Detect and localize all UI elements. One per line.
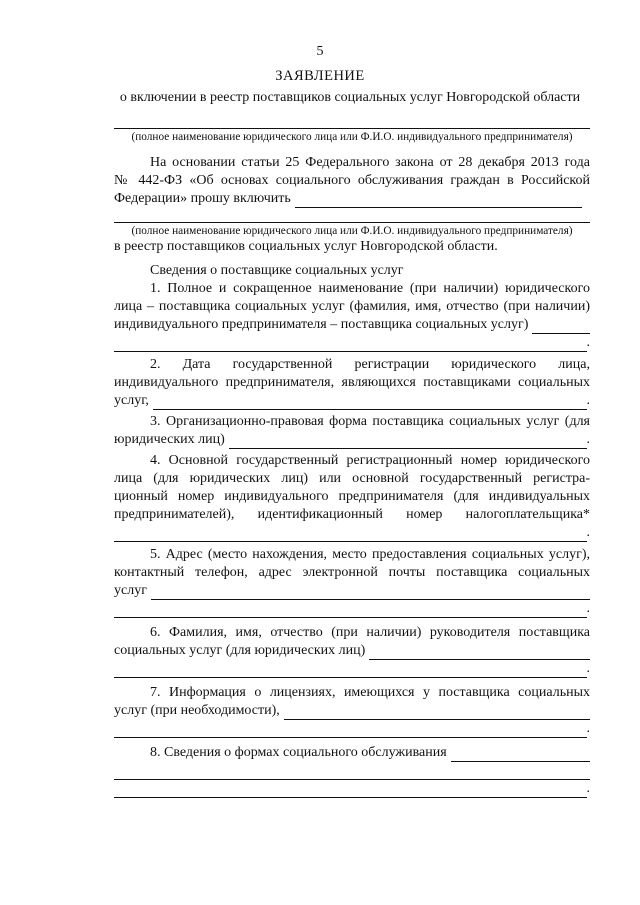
- include-name-field-2[interactable]: [114, 214, 590, 223]
- page-number: 5: [316, 44, 324, 59]
- item2-line-3: услуг,: [114, 393, 149, 408]
- item4-field[interactable]: [114, 528, 587, 542]
- include-name-caption: (полное наименование юридического лица или Ф.И.О. индивидуального предпринимателя): [131, 225, 573, 237]
- item8-field-row-3: [114, 780, 590, 798]
- item8-line-1: 8. Сведения о формах социального обслуживания: [150, 745, 447, 760]
- item1-field-2[interactable]: [114, 338, 587, 352]
- item4-field-row: [114, 524, 590, 542]
- item6-line-2-row: [114, 642, 590, 660]
- item8-field-2[interactable]: [114, 766, 590, 780]
- intro-line-1: На основании статьи 25 Федерального закона от 28 декабря 2013 года: [150, 155, 590, 170]
- item7-line-1: 7. Информация о лицензиях, имеющихся у поставщика социальных: [150, 685, 590, 700]
- item5-period: .: [586, 601, 590, 616]
- item2-period: .: [586, 393, 590, 408]
- intro-line-2: № 442-ФЗ «Об основах социального обслуживания граждан в Российской: [114, 173, 590, 188]
- item6-field-row-2: [114, 660, 590, 678]
- item6-field-2[interactable]: [114, 664, 587, 678]
- item1-line-3: индивидуального предпринимателя – поставщика социальных услуг): [114, 317, 529, 332]
- item8-field-row-2: [114, 762, 590, 780]
- item5-line-2: контактный телефон, адрес электронной почты поставщика социальных: [114, 565, 590, 580]
- item2-line-2: индивидуального предпринимателя, являющихся поставщиками социальных: [114, 375, 590, 390]
- section-heading: Сведения о поставщике социальных услуг: [150, 263, 404, 278]
- item8-field-3[interactable]: [114, 784, 587, 798]
- item1-field-row-2: [114, 334, 590, 352]
- item1-line-2: лица – поставщика социальных услуг (фамилия, имя, отчество (при наличии): [114, 299, 590, 314]
- item8-line-1-row: [114, 744, 590, 762]
- item4-line-1: 4. Основной государственный регистрационный номер юридического: [150, 453, 590, 468]
- item4-line-2: лица (для юридических лиц) или основной государственный регистра-: [114, 471, 590, 486]
- item3-line-2: юридических лиц): [114, 432, 225, 447]
- intro-line-3: Федерации» прошу включить: [114, 191, 291, 206]
- item6-period: .: [586, 661, 590, 676]
- document-title: ЗАЯВЛЕНИЕ: [275, 68, 365, 84]
- item5-field-2[interactable]: [114, 604, 587, 618]
- item8-period: .: [586, 781, 590, 796]
- item7-field-2[interactable]: [114, 724, 587, 738]
- item7-line-2: услуг (при необходимости),: [114, 703, 280, 718]
- item2-line-3-row: [114, 392, 590, 410]
- item3-period: .: [586, 432, 590, 447]
- item6-line-2: социальных услуг (для юридических лиц): [114, 643, 366, 658]
- item5-line-3-row: [114, 582, 590, 600]
- item6-field[interactable]: [369, 646, 590, 660]
- item4-period: .: [586, 525, 590, 540]
- item4-line-3: ционный номер индивидуального предпринимателя (для индивидуальных: [114, 489, 590, 504]
- applicant-name-caption: (полное наименование юридического лица или Ф.И.О. индивидуального предпринимателя): [131, 131, 573, 143]
- item2-field[interactable]: [153, 396, 587, 410]
- document-subtitle: о включении в реестр поставщиков социальных услуг Новгородской области: [119, 90, 581, 105]
- include-name-field[interactable]: [295, 194, 582, 208]
- item5-field[interactable]: [151, 586, 590, 600]
- item1-period: .: [586, 335, 590, 350]
- item3-line-2-row: [114, 431, 590, 449]
- item7-field-row-2: [114, 720, 590, 738]
- item5-field-row-2: [114, 600, 590, 618]
- item7-line-2-row: [114, 702, 590, 720]
- intro-line-3-row: [114, 190, 590, 208]
- registry-line: в реестр поставщиков социальных услуг Новгородской области.: [114, 239, 498, 254]
- item6-line-1: 6. Фамилия, имя, отчество (при наличии) руководителя поставщика: [150, 625, 590, 640]
- item1-line-1: 1. Полное и сокращенное наименование (при наличии) юридического: [150, 281, 590, 296]
- item7-field[interactable]: [284, 706, 590, 720]
- item7-period: .: [586, 721, 590, 736]
- item5-line-3: услуг: [114, 583, 147, 598]
- item4-line-4: предпринимателей), идентификационный номер налогоплательщика*: [114, 507, 590, 522]
- item1-field[interactable]: [532, 320, 590, 334]
- item2-line-1: 2. Дата государственной регистрации юридического лица,: [150, 357, 590, 372]
- item8-field[interactable]: [451, 748, 590, 762]
- item3-field[interactable]: [229, 435, 587, 449]
- applicant-name-field[interactable]: [114, 120, 590, 129]
- item5-line-1: 5. Адрес (место нахождения, место предоставления социальных услуг),: [150, 547, 590, 562]
- document-body: [114, 120, 590, 798]
- item3-line-1: 3. Организационно-правовая форма поставщика социальных услуг (для: [150, 414, 590, 429]
- item1-line-3-row: [114, 316, 590, 334]
